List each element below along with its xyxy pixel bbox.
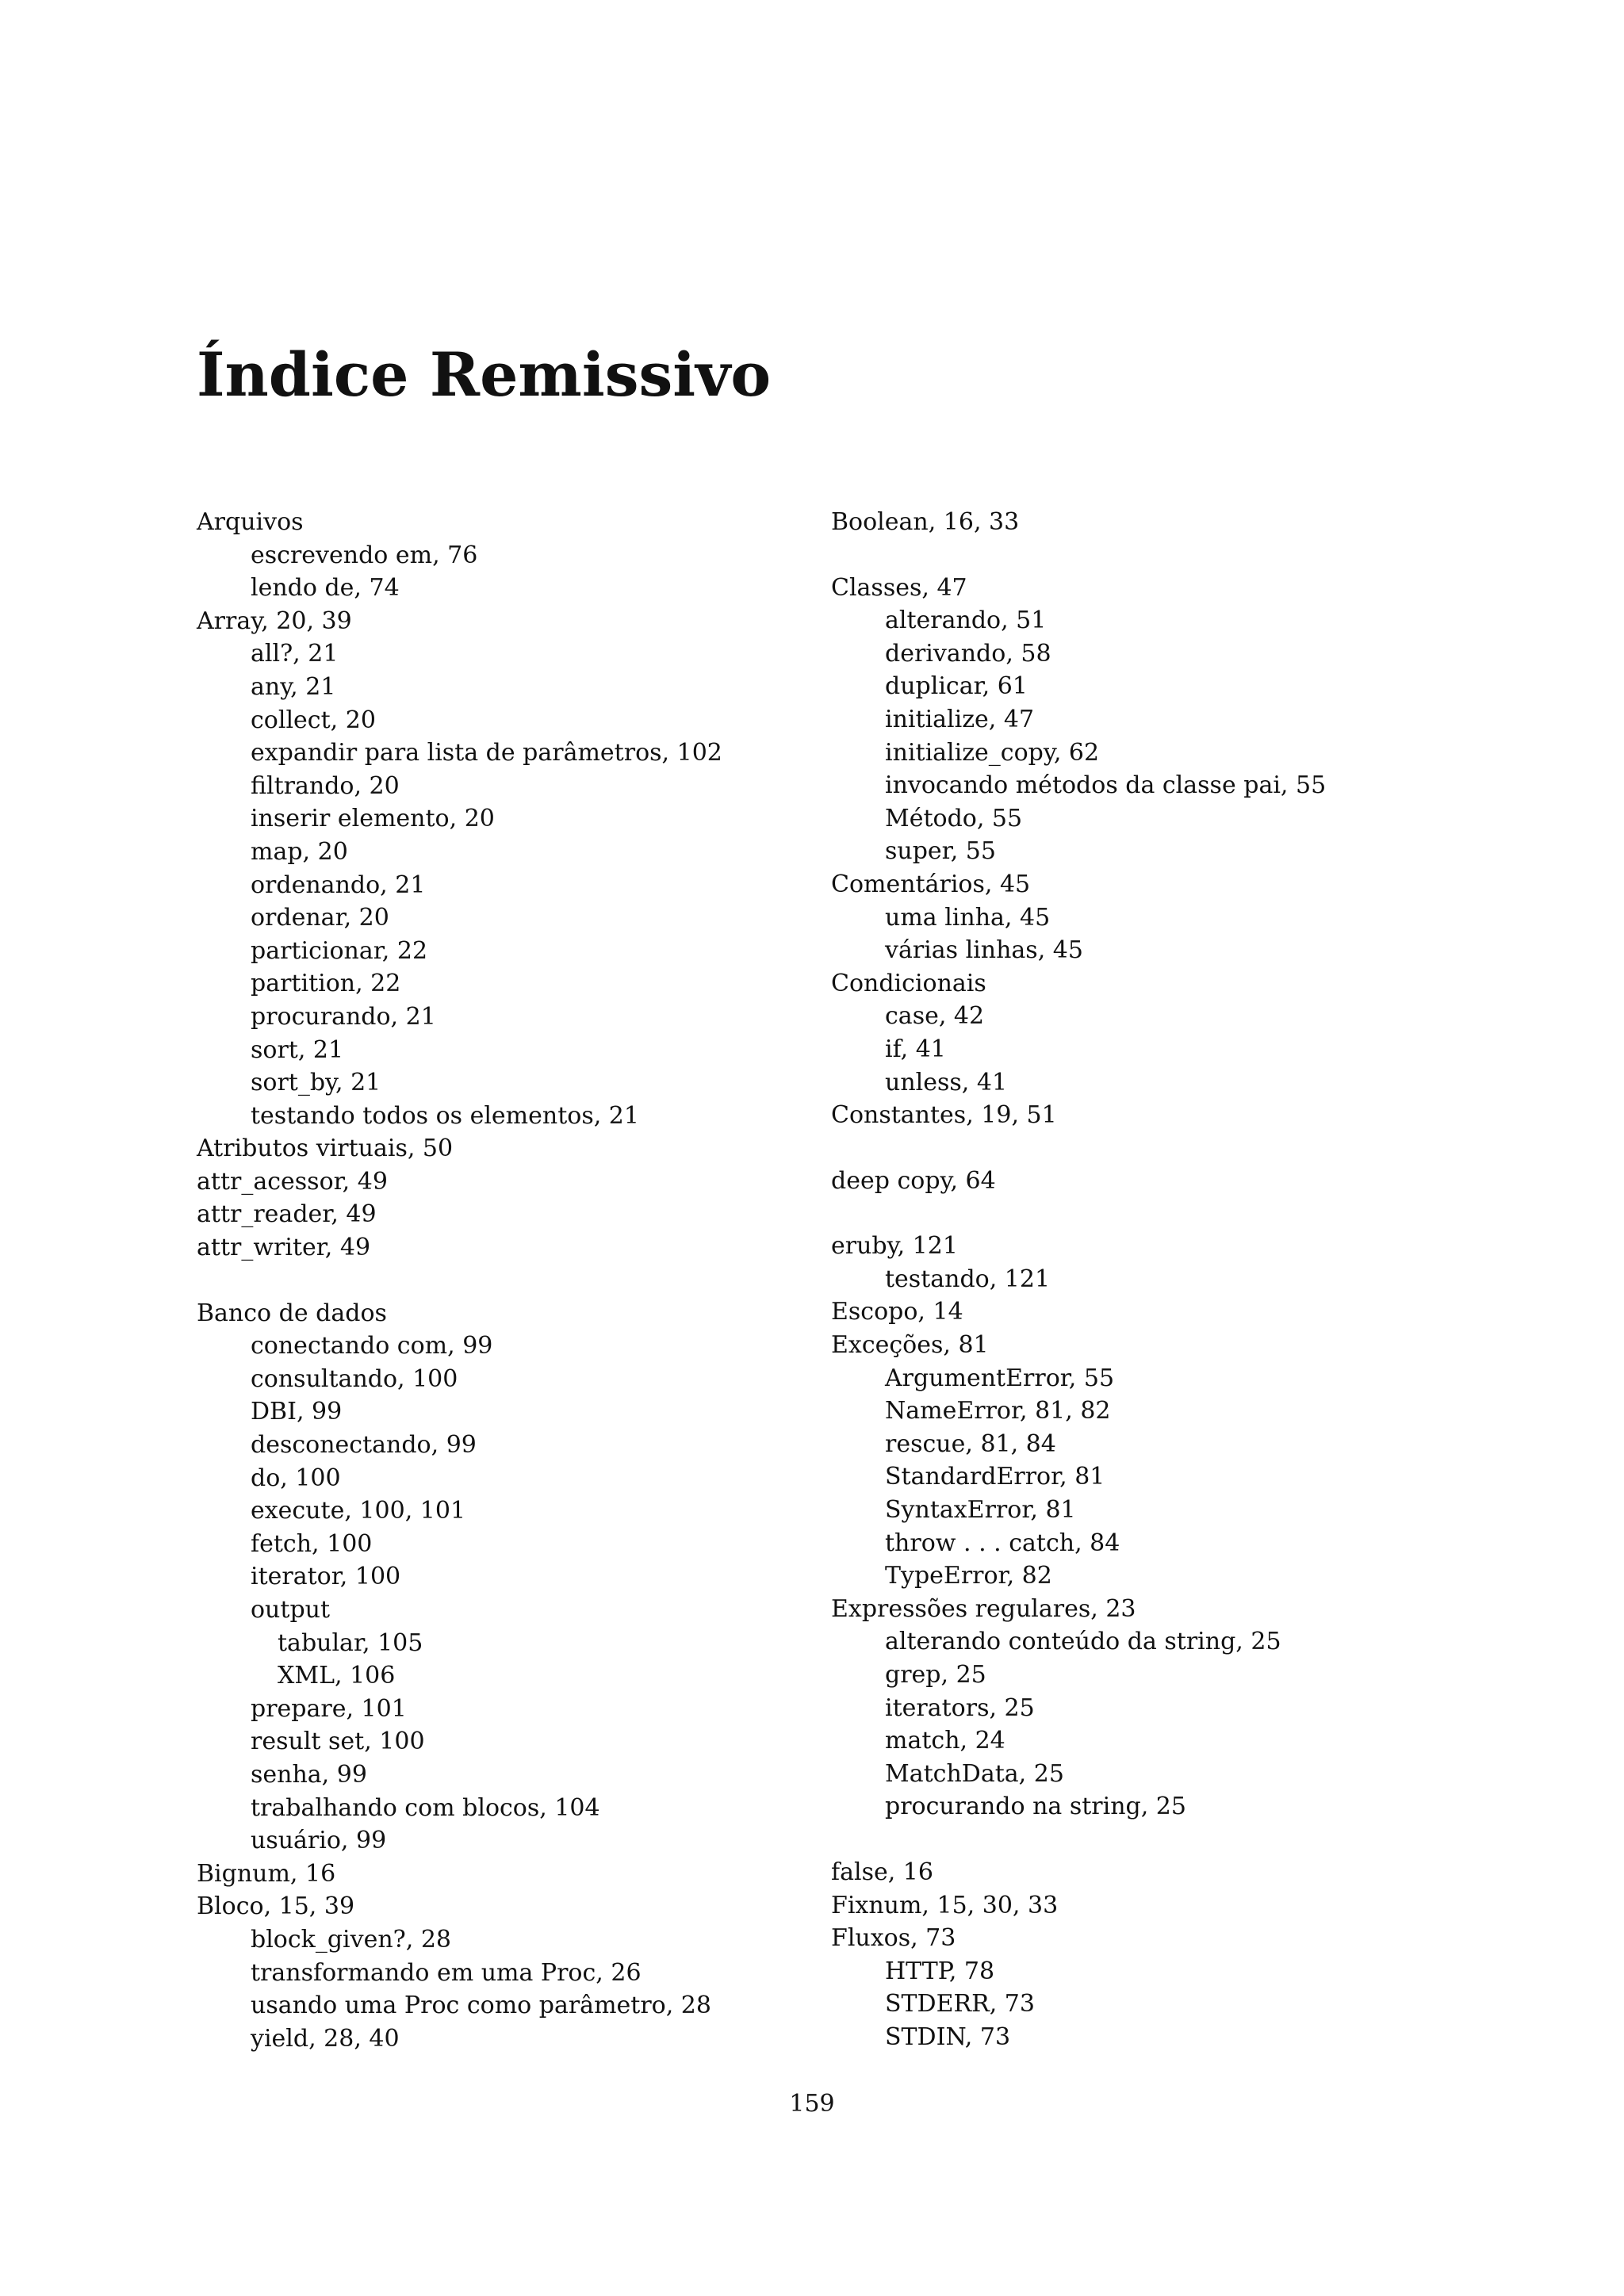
index-subentry: iterators, 25 xyxy=(885,1693,1035,1722)
index-subentry: SyntaxError, 81 xyxy=(885,1496,1076,1525)
index-subentry: block_given?, 28 xyxy=(251,1925,451,1954)
index-subentry: map, 20 xyxy=(251,837,348,866)
index-subentry: sort, 21 xyxy=(251,1035,344,1064)
index-group xyxy=(831,506,1434,539)
index-entry: Comentários, 45 xyxy=(831,870,1031,898)
index-subentry: duplicar, 61 xyxy=(885,672,1028,701)
index-subentry: result set, 100 xyxy=(251,1728,425,1756)
index-group xyxy=(197,506,799,1265)
index-subentry: execute, 100, 101 xyxy=(251,1497,466,1525)
index-entry: Fixnum, 15, 30, 33 xyxy=(831,1891,1059,1919)
index-entry: Bloco, 15, 39 xyxy=(197,1892,355,1921)
index-subentry: alterando, 51 xyxy=(885,607,1047,635)
index-subentry: lendo de, 74 xyxy=(251,574,400,603)
index-subentry: StandardError, 81 xyxy=(885,1463,1105,1491)
index-entry: Arquivos xyxy=(197,508,304,536)
index-subentry: usuário, 99 xyxy=(251,1827,387,1855)
index-subentry: invocando métodos da classe pai, 55 xyxy=(885,771,1327,800)
index-group xyxy=(831,1165,1434,1198)
index-entry: deep copy, 64 xyxy=(831,1166,996,1195)
index-subentry: HTTP, 78 xyxy=(885,1957,995,1985)
index-subentry: MatchData, 25 xyxy=(885,1759,1064,1788)
index-subentry: yield, 28, 40 xyxy=(251,2024,400,2053)
index-subentry: sort_by, 21 xyxy=(251,1069,381,1097)
index-subentry: desconectando, 99 xyxy=(251,1431,477,1460)
index-entry: Banco de dados xyxy=(197,1299,387,1327)
page-number: 159 xyxy=(789,2090,835,2118)
index-subentry: any, 21 xyxy=(251,672,336,701)
index-entry: Array, 20, 39 xyxy=(197,607,352,635)
index-subentry: all?, 21 xyxy=(251,640,339,668)
index-entry: attr_reader, 49 xyxy=(197,1200,377,1229)
index-group xyxy=(831,572,1434,1132)
index-subentry: TypeError, 82 xyxy=(885,1562,1052,1590)
index-subentry: partition, 22 xyxy=(251,970,401,998)
index-subentry: XML, 106 xyxy=(278,1662,396,1690)
index-subentry: rescue, 81, 84 xyxy=(885,1429,1056,1458)
index-subentry: if, 41 xyxy=(885,1035,946,1063)
index-entry: attr_writer, 49 xyxy=(197,1234,371,1262)
index-entry: Condicionais xyxy=(831,969,986,997)
index-entry: Fluxos, 73 xyxy=(831,1924,956,1953)
index-column-left xyxy=(197,506,799,2055)
index-subentry: várias linhas, 45 xyxy=(885,936,1083,965)
index-subentry: case, 42 xyxy=(885,1002,985,1031)
index-group xyxy=(831,1230,1434,1823)
index-subentry: output xyxy=(251,1596,331,1624)
index-subentry: senha, 99 xyxy=(251,1760,367,1789)
index-subentry: DBI, 99 xyxy=(251,1398,343,1426)
index-subentry: filtrando, 20 xyxy=(251,771,400,800)
index-entry: Bignum, 16 xyxy=(197,1859,336,1888)
index-group xyxy=(831,1856,1434,2054)
index-subentry: iterator, 100 xyxy=(251,1563,401,1591)
index-subentry: Método, 55 xyxy=(885,804,1023,832)
index-subentry: grep, 25 xyxy=(885,1661,986,1689)
index-subentry: match, 24 xyxy=(885,1727,1005,1755)
index-subentry: procurando na string, 25 xyxy=(885,1793,1186,1821)
index-subentry: alterando conteúdo da string, 25 xyxy=(885,1628,1281,1656)
index-subentry: ArgumentError, 55 xyxy=(885,1364,1115,1392)
index-group xyxy=(197,1297,799,2056)
index-subentry: transformando em uma Proc, 26 xyxy=(251,1958,642,1987)
index-subentry: consultando, 100 xyxy=(251,1364,458,1393)
index-subentry: conectando com, 99 xyxy=(251,1332,493,1360)
index-subentry: NameError, 81, 82 xyxy=(885,1397,1111,1425)
index-subentry: throw . . . catch, 84 xyxy=(885,1529,1120,1557)
index-subentry: derivando, 58 xyxy=(885,639,1051,668)
index-subentry: ordenando, 21 xyxy=(251,871,426,899)
index-subentry: testando todos os elementos, 21 xyxy=(251,1101,639,1130)
index-entry: Exceções, 81 xyxy=(831,1331,989,1360)
index-column-right xyxy=(831,506,1434,2054)
index-entry: Constantes, 19, 51 xyxy=(831,1101,1057,1130)
index-entry: Classes, 47 xyxy=(831,573,967,602)
index-subentry: escrevendo em, 76 xyxy=(251,541,478,569)
index-subentry: particionar, 22 xyxy=(251,936,428,965)
index-subentry: usando uma Proc como parâmetro, 28 xyxy=(251,1992,711,2020)
index-subentry: super, 55 xyxy=(885,837,996,866)
index-entry: Escopo, 14 xyxy=(831,1298,963,1326)
index-subentry: procurando, 21 xyxy=(251,1002,436,1031)
index-subentry: inserir elemento, 20 xyxy=(251,805,495,833)
page-title: Índice Remissivo xyxy=(197,339,772,410)
index-subentry: initialize, 47 xyxy=(885,705,1035,733)
index-subentry: ordenar, 20 xyxy=(251,904,389,932)
index-subentry: expandir para lista de parâmetros, 102 xyxy=(251,739,722,767)
index-subentry: tabular, 105 xyxy=(278,1628,423,1657)
index-subentry: trabalhando com blocos, 104 xyxy=(251,1793,600,1822)
index-entry: false, 16 xyxy=(831,1858,933,1886)
index-entry: eruby, 121 xyxy=(831,1232,958,1261)
index-subentry: STDERR, 73 xyxy=(885,1990,1035,2019)
index-subentry: uma linha, 45 xyxy=(885,903,1051,932)
index-subentry: fetch, 100 xyxy=(251,1529,373,1558)
index-subentry: initialize_copy, 62 xyxy=(885,738,1100,767)
index-subentry: collect, 20 xyxy=(251,706,376,734)
index-subentry: do, 100 xyxy=(251,1464,341,1492)
index-subentry: unless, 41 xyxy=(885,1068,1008,1096)
index-entry: Atributos virtuais, 50 xyxy=(197,1135,454,1163)
index-subentry: testando, 121 xyxy=(885,1265,1051,1293)
index-entry: attr_acessor, 49 xyxy=(197,1167,388,1196)
index-entry: Boolean, 16, 33 xyxy=(831,508,1020,536)
index-subentry: prepare, 101 xyxy=(251,1694,407,1723)
index-subentry: STDIN, 73 xyxy=(885,2022,1011,2051)
index-entry: Expressões regulares, 23 xyxy=(831,1594,1136,1623)
